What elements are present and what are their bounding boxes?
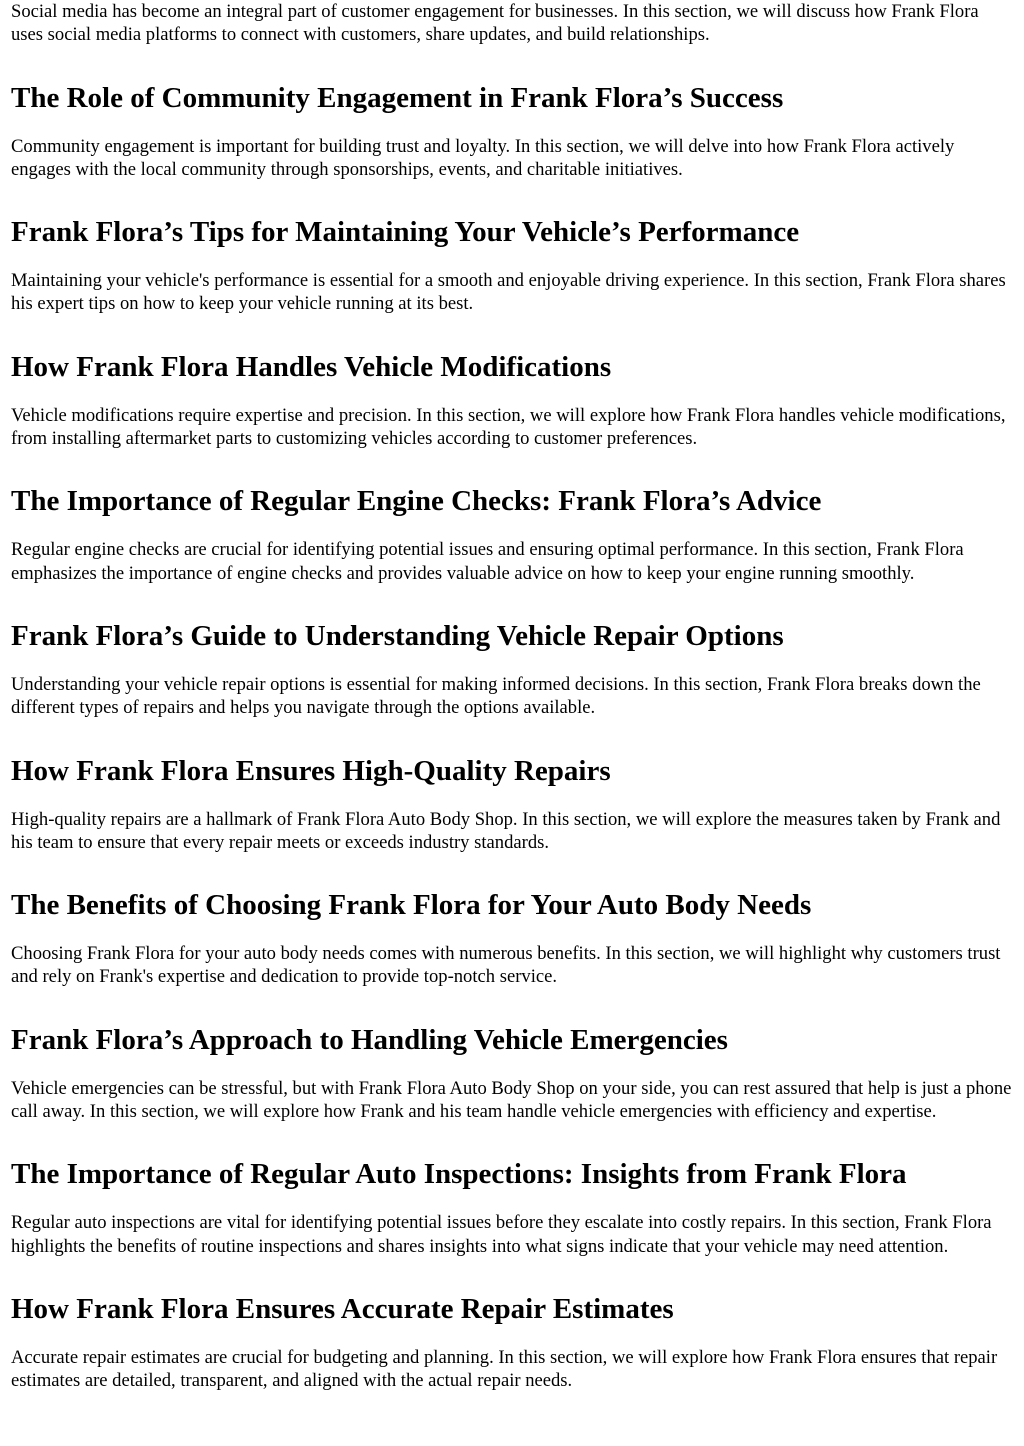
section-vehicle-modifications: [11, 350, 1014, 451]
section-engine-checks: [11, 484, 1014, 585]
section-body: Maintaining your vehicle's performance is essential for a smooth and enjoyable driving experience. In this section, Frank Flora shares his expert tips on how to keep your vehicle running at its best.: [11, 270, 1006, 315]
section-body: Understanding your vehicle repair options is essential for making informed decisions. In this section, Frank Flora breaks down the different types of repairs and helps you navigate through the options available.: [11, 673, 981, 719]
section-body: Accurate repair estimates are crucial for budgeting and planning. In this section, we will explore how Frank Flora ensures that repair estimates are detailed, transparent, and aligned with the actual repair needs.: [11, 1346, 998, 1392]
section-heading: How Frank Flora Handles Vehicle Modifications: [11, 350, 612, 383]
section-heading: The Role of Community Engagement in Frank Flora’s Success: [11, 81, 784, 114]
section-heading: Frank Flora’s Guide to Understanding Vehicle Repair Options: [11, 619, 784, 652]
section-body: Regular engine checks are crucial for identifying potential issues and ensuring optimal performance. In this section, Frank Flora emphasizes the importance of engine checks and provides valuable advice on how to keep your engine running smoothly.: [11, 539, 964, 584]
section-repair-options: [11, 619, 1014, 720]
intro-paragraph: Social media has become an integral part of customer engagement for businesses. In this section, we will discuss how Frank Flora uses social media platforms to connect with customers, share updates, and build relationships.: [11, 1, 979, 46]
section-heading: Frank Flora’s Approach to Handling Vehicle Emergencies: [11, 1023, 728, 1056]
section-maintenance-tips: [11, 215, 1014, 316]
section-body: Vehicle emergencies can be stressful, but with Frank Flora Auto Body Shop on your side, you can rest assured that help is just a phone call away. In this section, we will explore how Frank and his team handle vehicle emergencies with efficiency and expertise.: [11, 1077, 1012, 1123]
section-heading: How Frank Flora Ensures High-Quality Repairs: [11, 754, 611, 787]
section-heading: The Importance of Regular Engine Checks: Frank Flora’s Advice: [11, 485, 822, 518]
section-heading: Frank Flora’s Tips for Maintaining Your Vehicle’s Performance: [11, 216, 800, 249]
section-body: High-quality repairs are a hallmark of Frank Flora Auto Body Shop. In this section, we will explore the measures taken by Frank and his team to ensure that every repair meets or exceeds industry standards.: [11, 808, 1001, 853]
section-heading: The Importance of Regular Auto Inspections: Insights from Frank Flora: [11, 1158, 907, 1191]
section-high-quality-repairs: [11, 754, 1014, 855]
section-community-engagement: [11, 81, 1014, 182]
section-body: Vehicle modifications require expertise and precision. In this section, we will explore how Frank Flora handles vehicle modifications, from installing aftermarket parts to customizing vehicles according to customer preferences.: [11, 404, 1006, 450]
section-repair-estimates: [11, 1292, 1014, 1393]
section-body: Choosing Frank Flora for your auto body needs comes with numerous benefits. In this section, we will highlight why customers trust and rely on Frank's expertise and dedication to provide top-notch service.: [11, 943, 1001, 988]
section-heading: The Benefits of Choosing Frank Flora for Your Auto Body Needs: [11, 889, 812, 922]
section-vehicle-emergencies: [11, 1023, 1014, 1124]
section-body: Regular auto inspections are vital for identifying potential issues before they escalate into costly repairs. In this section, Frank Flora highlights the benefits of routine inspections and shares insights into what signs indicate that your vehicle may need attention.: [11, 1212, 992, 1257]
section-heading: How Frank Flora Ensures Accurate Repair Estimates: [11, 1292, 674, 1325]
section-body: Community engagement is important for building trust and loyalty. In this section, we will delve into how Frank Flora actively engages with the local community through sponsorships, events, and charitable initiatives.: [11, 135, 955, 180]
section-auto-inspections: [11, 1157, 1014, 1258]
section-benefits: [11, 888, 1014, 989]
